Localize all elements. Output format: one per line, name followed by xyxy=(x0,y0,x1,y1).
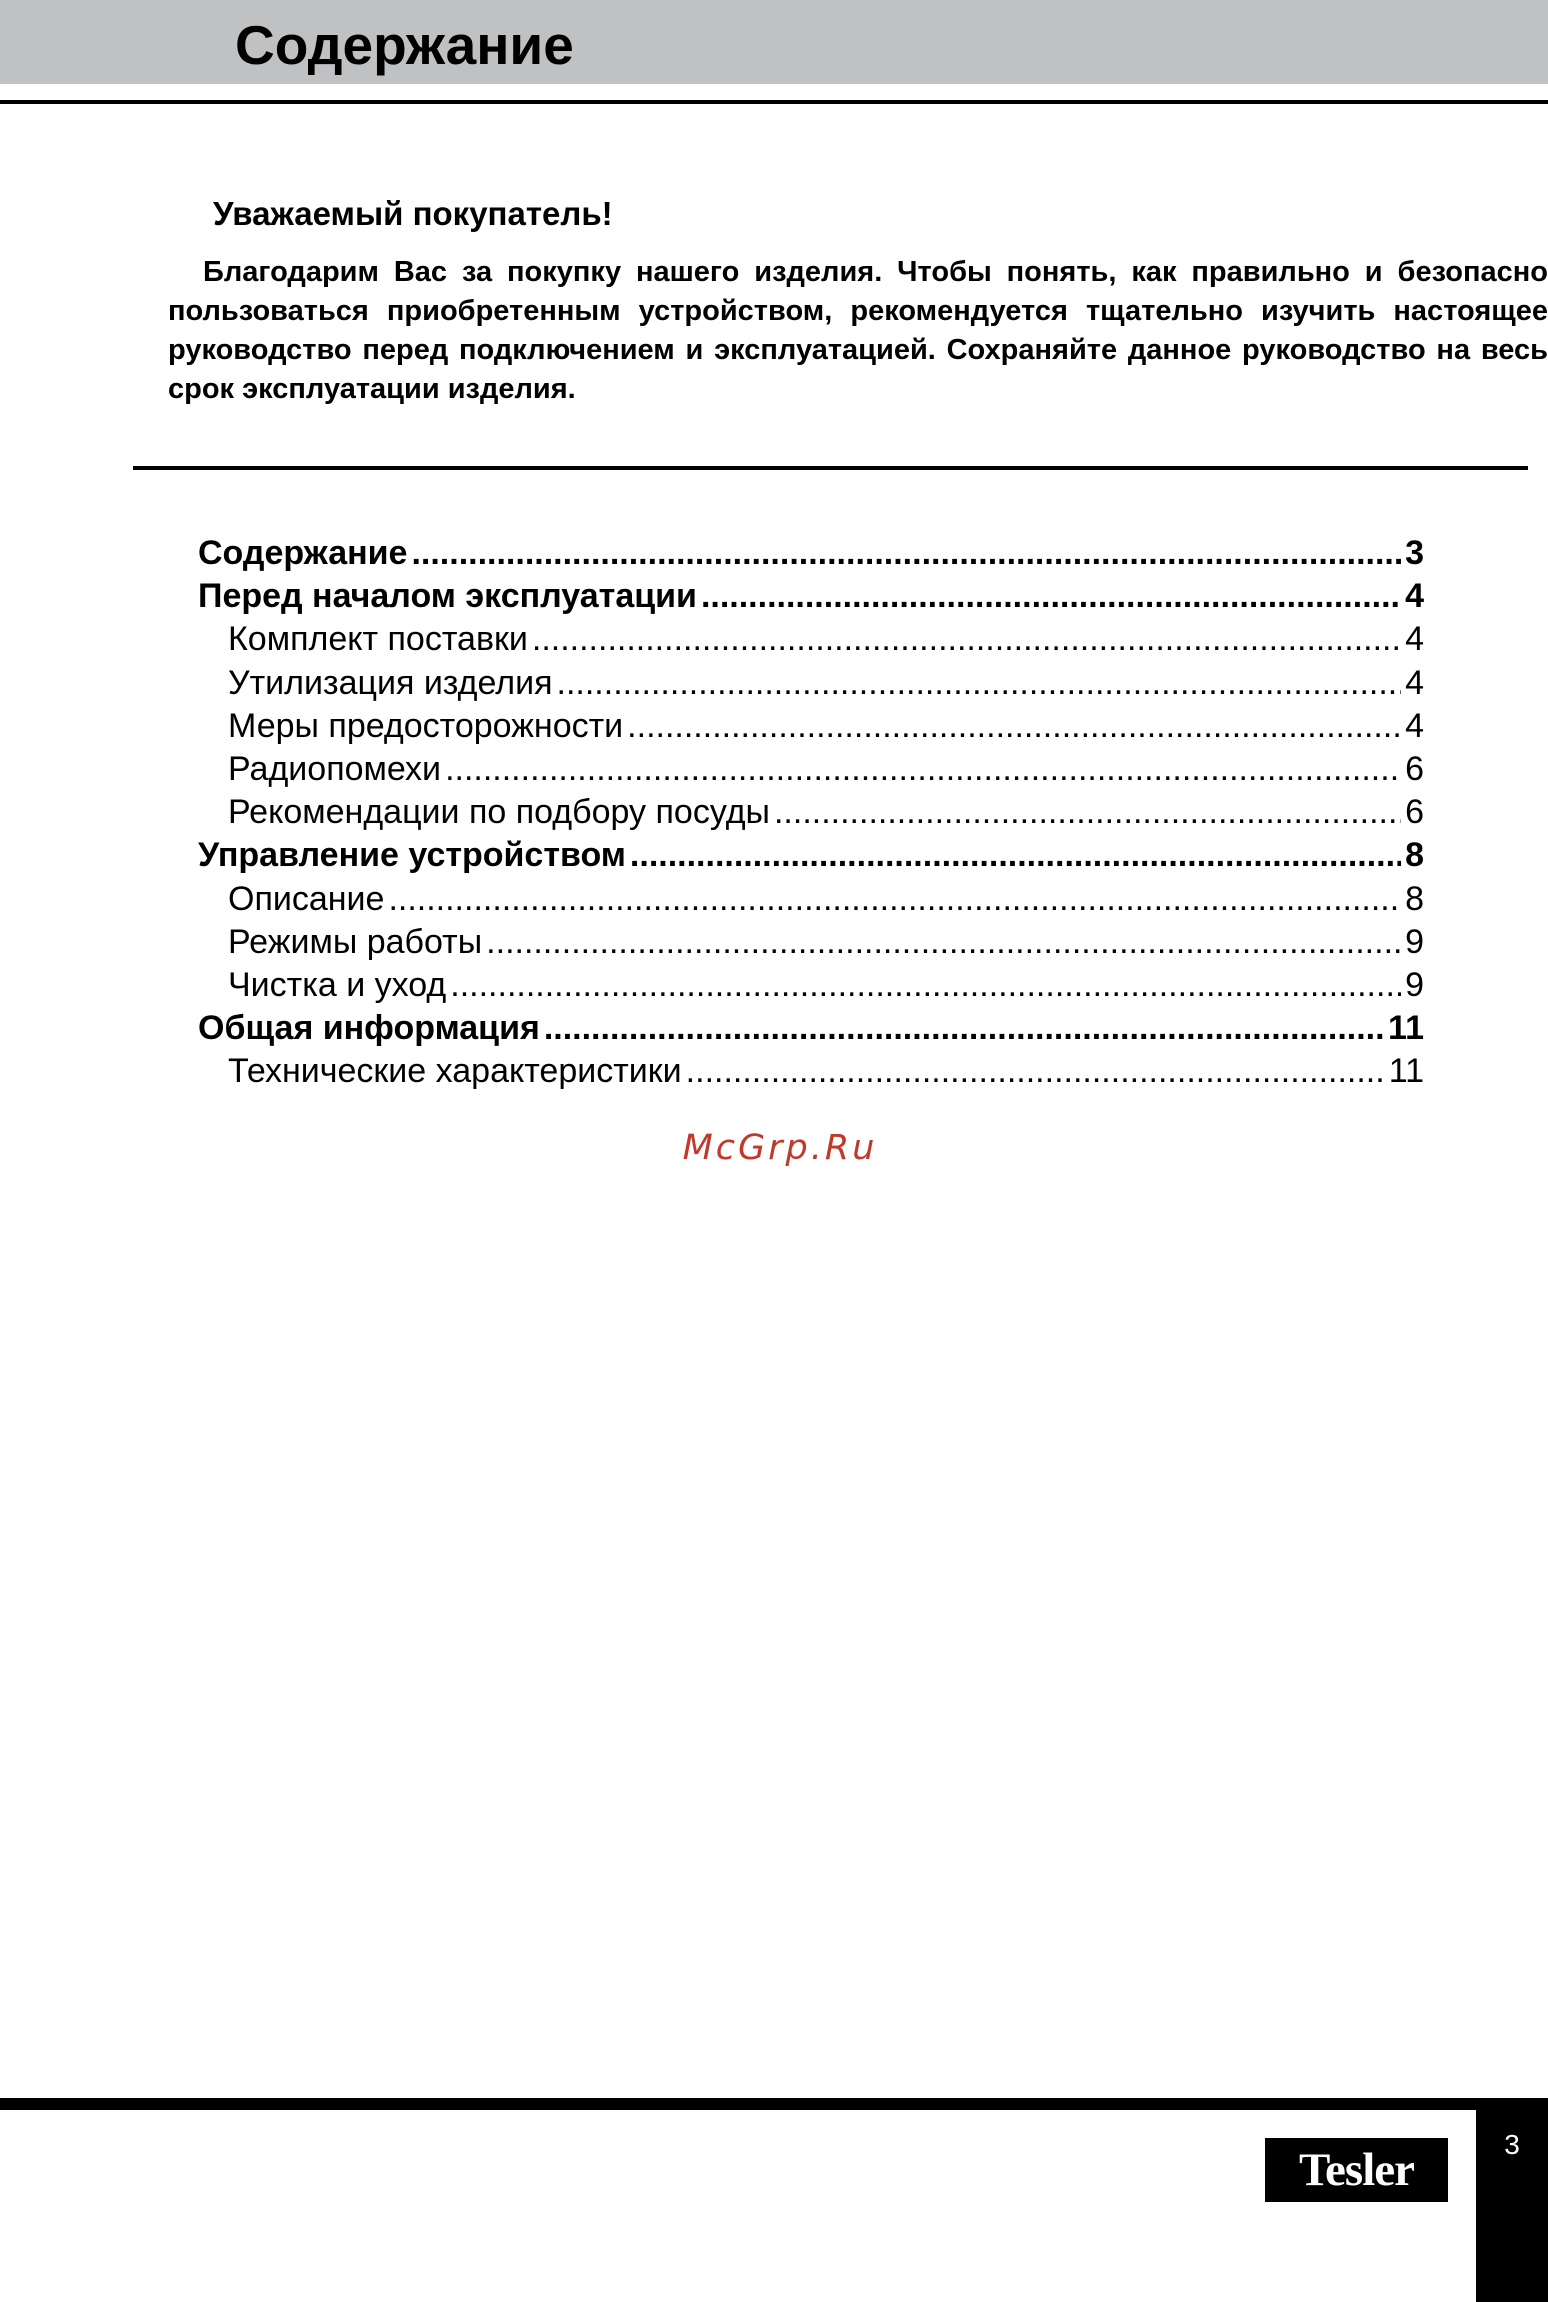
toc-entry-page: 8 xyxy=(1405,879,1424,918)
page-number: 3 xyxy=(1504,2129,1520,2160)
toc-entry-page: 4 xyxy=(1405,706,1424,745)
brand-logo-text: Tesler xyxy=(1299,2144,1414,2196)
toc-entry-title: Радиопомехи xyxy=(228,749,442,788)
toc-entry-page: 6 xyxy=(1405,749,1424,788)
toc-entry-title: Содержание xyxy=(198,534,408,572)
toc-subsection[interactable] xyxy=(198,921,1424,964)
toc-dot-leader xyxy=(686,1050,1385,1093)
toc-entry-title: Чистка и уход xyxy=(228,965,447,1004)
watermark: McGrp.Ru xyxy=(682,1128,878,1168)
toc-subsection[interactable] xyxy=(198,791,1424,834)
toc-entry-title: Режимы работы xyxy=(228,922,483,961)
toc-dot-leader xyxy=(701,575,1401,618)
toc-entry-page: 8 xyxy=(1405,836,1424,875)
toc-entry-title: Перед началом эксплуатации xyxy=(198,577,697,616)
toc-entry-page: 9 xyxy=(1405,965,1424,1004)
toc-dot-leader xyxy=(630,834,1401,877)
toc-dot-leader xyxy=(627,705,1401,748)
toc-entry-page: 4 xyxy=(1405,663,1424,702)
toc-entry-page: 9 xyxy=(1405,922,1424,961)
toc-entry-title: Комплект поставки xyxy=(228,620,528,659)
toc-dot-leader xyxy=(445,748,1401,791)
toc-section[interactable] xyxy=(198,575,1424,618)
greeting: Уважаемый покупатель! xyxy=(213,195,613,232)
toc-subsection[interactable] xyxy=(198,878,1424,921)
toc-subsection[interactable] xyxy=(198,1050,1424,1093)
toc-entry-page: 11 xyxy=(1388,1052,1424,1091)
toc-dot-leader xyxy=(532,618,1401,661)
brand-logo xyxy=(1265,2138,1448,2202)
toc-dot-leader xyxy=(486,921,1401,964)
toc-entry-title: Общая информация xyxy=(198,1009,540,1048)
toc-subsection[interactable] xyxy=(198,618,1424,661)
toc-entry-page: 4 xyxy=(1405,577,1424,616)
toc-entry-page: 11 xyxy=(1388,1009,1424,1048)
toc-entry-page: 3 xyxy=(1405,534,1424,572)
toc-section[interactable] xyxy=(198,1007,1424,1050)
page-title: Содержание xyxy=(235,14,574,76)
toc-subsection[interactable] xyxy=(198,662,1424,705)
toc-section[interactable] xyxy=(198,532,1424,575)
toc-entry-title: Меры предосторожности xyxy=(228,706,624,745)
toc-entry-page: 6 xyxy=(1405,793,1424,832)
toc-entry-title: Утилизация изделия xyxy=(228,663,553,702)
toc-dot-leader xyxy=(411,532,1401,575)
intro-divider xyxy=(133,466,1528,470)
toc-subsection[interactable] xyxy=(198,748,1424,791)
toc-dot-leader xyxy=(774,791,1401,834)
toc-entry-title: Технические характеристики xyxy=(228,1052,682,1091)
toc-subsection[interactable] xyxy=(198,705,1424,748)
table-of-contents xyxy=(198,532,1424,1093)
toc-dot-leader xyxy=(388,878,1401,921)
toc-entry-title: Описание xyxy=(228,879,385,918)
toc-entry-page: 4 xyxy=(1405,620,1424,659)
toc-entry-title: Рекомендации по подбору посуды xyxy=(228,793,770,832)
toc-section[interactable] xyxy=(198,834,1424,877)
toc-dot-leader xyxy=(544,1007,1384,1050)
intro-paragraph: Благодарим Вас за покупку нашего изделия. Чтобы понять, как правильно и безопасно пользоваться приобретенным устройством, рекомендуется тщательно изучить настоящее руководство перед подключением и эксплуатацией. Сохраняйте данное руководство на весь срок эксплуатации изделия. xyxy=(168,256,1548,405)
header-band xyxy=(0,0,1548,84)
toc-dot-leader xyxy=(450,964,1401,1007)
toc-subsection[interactable] xyxy=(198,964,1424,1007)
header-divider xyxy=(0,100,1548,104)
footer-divider xyxy=(0,2098,1548,2110)
toc-dot-leader xyxy=(557,662,1402,705)
toc-entry-title: Управление устройством xyxy=(198,836,626,875)
